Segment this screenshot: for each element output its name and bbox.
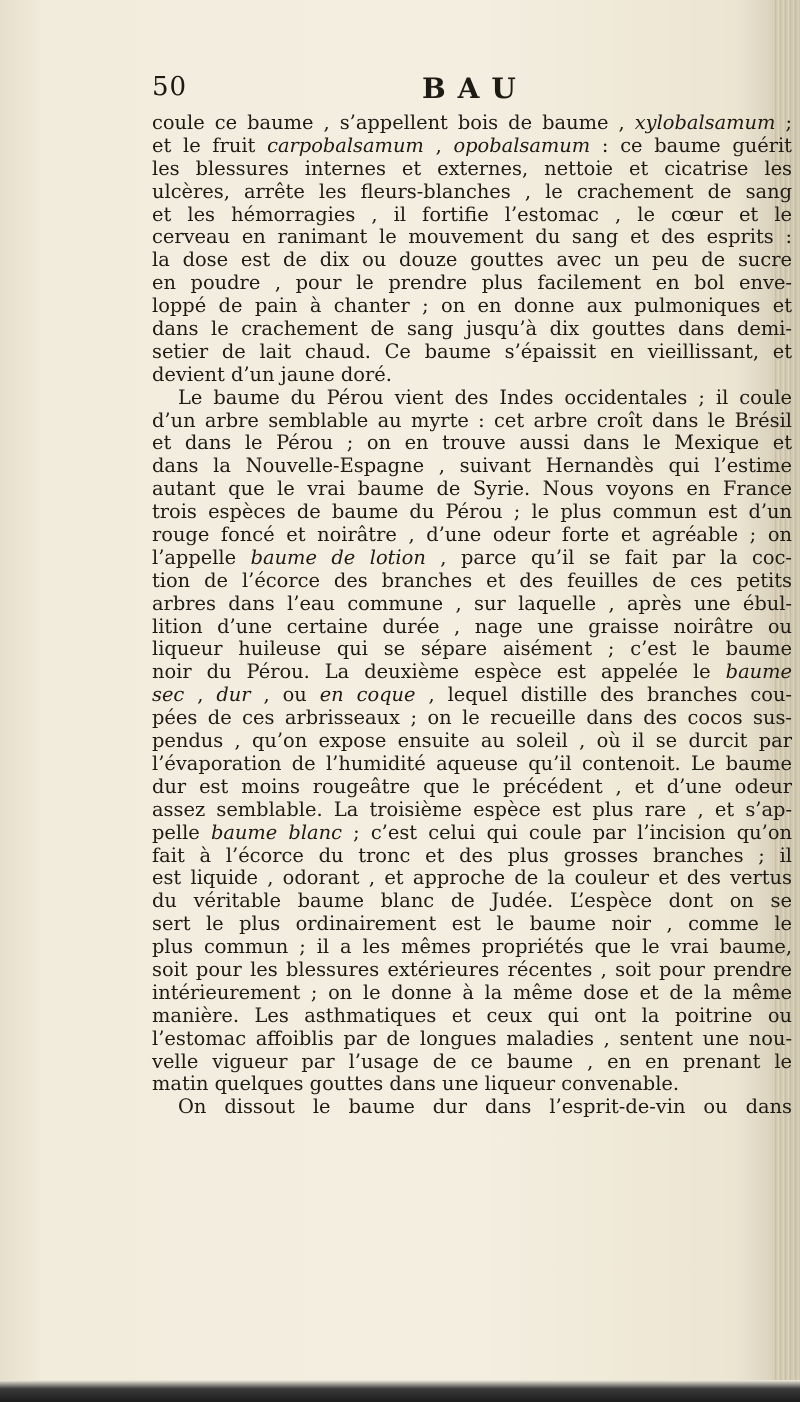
text-segment: pées de ces arbrisseaux ; on le recueille dans des cocos sus- [152, 706, 792, 730]
text-segment: , lequel distille des branches cou- [415, 683, 792, 707]
page-header [152, 72, 792, 112]
text-segment: plus commun ; il a les mêmes propriétés que le vrai baume, [152, 935, 792, 959]
text-line [152, 570, 792, 593]
text-segment: tion de l’écorce des branches et des feuilles de ces petits [152, 568, 792, 592]
text-segment: velle vigueur par l’usage de ce baume , en en prenant le [152, 1049, 792, 1073]
text-segment: et les hémorragies , il fortifie l’estomac , le cœur et le [152, 202, 792, 226]
text-segment: sert le plus ordinairement est le baume noir , comme le [152, 912, 792, 936]
text-line [152, 1096, 792, 1119]
italic-text: en coque [319, 683, 416, 707]
italic-text: carpobalsamum [267, 133, 424, 157]
scan-bottom-edge [0, 1380, 800, 1402]
text-line [152, 478, 792, 501]
text-line [152, 204, 792, 227]
text-segment: devient d’un jaune doré. [152, 362, 392, 386]
text-line [152, 1028, 792, 1051]
text-line [152, 272, 792, 295]
text-line [152, 1073, 792, 1096]
text-segment: setier de lait chaud. Ce baume s’épaissit en vieillissant, et [152, 339, 792, 363]
text-line [152, 387, 792, 410]
text-line [152, 845, 792, 868]
text-line [152, 753, 792, 776]
text-segment: soit pour les blessures extérieures récentes , soit pour prendre [152, 957, 792, 981]
text-line [152, 616, 792, 639]
text-line [152, 684, 792, 707]
text-line [152, 181, 792, 204]
text-line [152, 226, 792, 249]
text-segment: fait à l’écorce du tronc et des plus grosses branches ; il [152, 843, 792, 867]
page-gutter [0, 0, 40, 1402]
text-line [152, 135, 792, 158]
text-line [152, 638, 792, 661]
text-segment: dans le crachement de sang jusqu’à dix gouttes dans demi- [152, 317, 792, 341]
text-line [152, 936, 792, 959]
text-line [152, 112, 792, 135]
italic-text: dur [216, 683, 251, 707]
text-line [152, 432, 792, 455]
text-line [152, 593, 792, 616]
text-segment: On dissout le baume dur dans l’esprit-de-vin ou dans [178, 1095, 792, 1119]
text-line [152, 524, 792, 547]
text-line [152, 890, 792, 913]
text-segment: les blessures internes et externes, nettoie et cicatrise les [152, 156, 792, 180]
text-line [152, 867, 792, 890]
text-segment: l’évaporation de l’humidité aqueuse qu’il contenoit. Le baume [152, 751, 792, 775]
text-line [152, 1051, 792, 1074]
text-line [152, 776, 792, 799]
text-line [152, 501, 792, 524]
text-line [152, 341, 792, 364]
text-line [152, 318, 792, 341]
text-line [152, 799, 792, 822]
text-segment: rouge foncé et noirâtre , d’une odeur forte et agréable ; on [152, 523, 792, 547]
text-segment: est liquide , odorant , et approche de la couleur et des vertus [152, 866, 792, 890]
text-line [152, 295, 792, 318]
text-segment: matin quelques gouttes dans une liqueur convenable. [152, 1072, 680, 1096]
text-segment: trois espèces de baume du Pérou ; le plus commun est d’un [152, 500, 792, 524]
text-line [152, 364, 792, 387]
text-segment: en poudre , pour le prendre plus facilement en bol enve- [152, 271, 792, 295]
text-line [152, 959, 792, 982]
text-line [152, 822, 792, 845]
text-segment: : ce baume guérit [590, 133, 792, 157]
body-text [152, 112, 792, 1119]
text-segment: Le baume du Pérou vient des Indes occidentales ; il coule [178, 385, 792, 409]
text-segment: noir du Pérou. La deuxième espèce est appelée le [152, 660, 726, 684]
text-segment: coule ce baume , s’appellent bois de baume , [152, 111, 635, 134]
text-segment: manière. Les asthmatiques et ceux qui ont la poitrine ou [152, 1003, 792, 1027]
text-segment: , [184, 683, 217, 707]
text-segment: ; [775, 111, 793, 134]
italic-text: opobalsamum [453, 133, 591, 157]
text-line [152, 1005, 792, 1028]
running-head: BAU [422, 72, 528, 105]
text-line [152, 730, 792, 753]
text-line [152, 158, 792, 181]
italic-text: baume de lotion [250, 545, 426, 569]
text-segment: la dose est de dix ou douze gouttes avec un peu de sucre [152, 248, 792, 272]
text-segment: intérieurement ; on le donne à la même dose et de la même [152, 980, 792, 1004]
italic-text: baume [725, 660, 792, 684]
text-segment: , ou [250, 683, 320, 707]
text-line [152, 547, 792, 570]
text-line [152, 982, 792, 1005]
text-line [152, 410, 792, 433]
text-line [152, 913, 792, 936]
text-segment: dans la Nouvelle-Espagne , suivant Hernandès qui l’estime [152, 454, 792, 478]
text-segment: , [423, 133, 454, 157]
text-segment: du véritable baume blanc de Judée. L’espèce dont on se [152, 889, 792, 913]
text-segment: d’un arbre semblable au myrte : cet arbre croît dans le Brésil [152, 408, 792, 432]
text-segment: ulcères, arrête les fleurs-blanches , le crachement de sang [152, 179, 792, 203]
text-line [152, 455, 792, 478]
text-segment: ; c’est celui qui coule par l’incision qu’on [341, 820, 792, 844]
text-segment: l’estomac affoiblis par de longues maladies , sentent une nou- [152, 1026, 792, 1050]
text-segment: et le fruit [152, 133, 268, 157]
text-segment: pelle [152, 820, 211, 844]
text-segment: assez semblable. La troisième espèce est plus rare , et s’ap- [152, 797, 792, 821]
text-segment: loppé de pain à chanter ; on en donne aux pulmoniques et [152, 294, 792, 318]
italic-text: sec [152, 683, 185, 707]
text-segment: arbres dans l’eau commune , sur laquelle , après une ébul- [152, 591, 792, 615]
text-segment: liqueur huileuse qui se sépare aisément ; c’est le baume [152, 637, 792, 661]
text-segment: , parce qu’il se fait par la coc- [425, 545, 792, 569]
text-line [152, 707, 792, 730]
italic-text: baume blanc [210, 820, 342, 844]
text-segment: et dans le Pérou ; on en trouve aussi dans le Mexique et [152, 431, 792, 455]
text-line [152, 249, 792, 272]
page-number: 50 [152, 72, 188, 102]
text-segment: l’appelle [152, 545, 251, 569]
italic-text: xylobalsamum [634, 111, 776, 134]
text-segment: autant que le vrai baume de Syrie. Nous voyons en France [152, 477, 792, 501]
text-segment: dur est moins rougeâtre que le précédent , et d’une odeur [152, 774, 792, 798]
text-segment: cerveau en ranimant le mouvement du sang et des esprits : [152, 225, 792, 249]
text-segment: pendus , qu’on expose ensuite au soleil , où il se durcit par [152, 729, 792, 753]
text-line [152, 661, 792, 684]
text-segment: lition d’une certaine durée , nage une graisse noirâtre ou [152, 614, 792, 638]
